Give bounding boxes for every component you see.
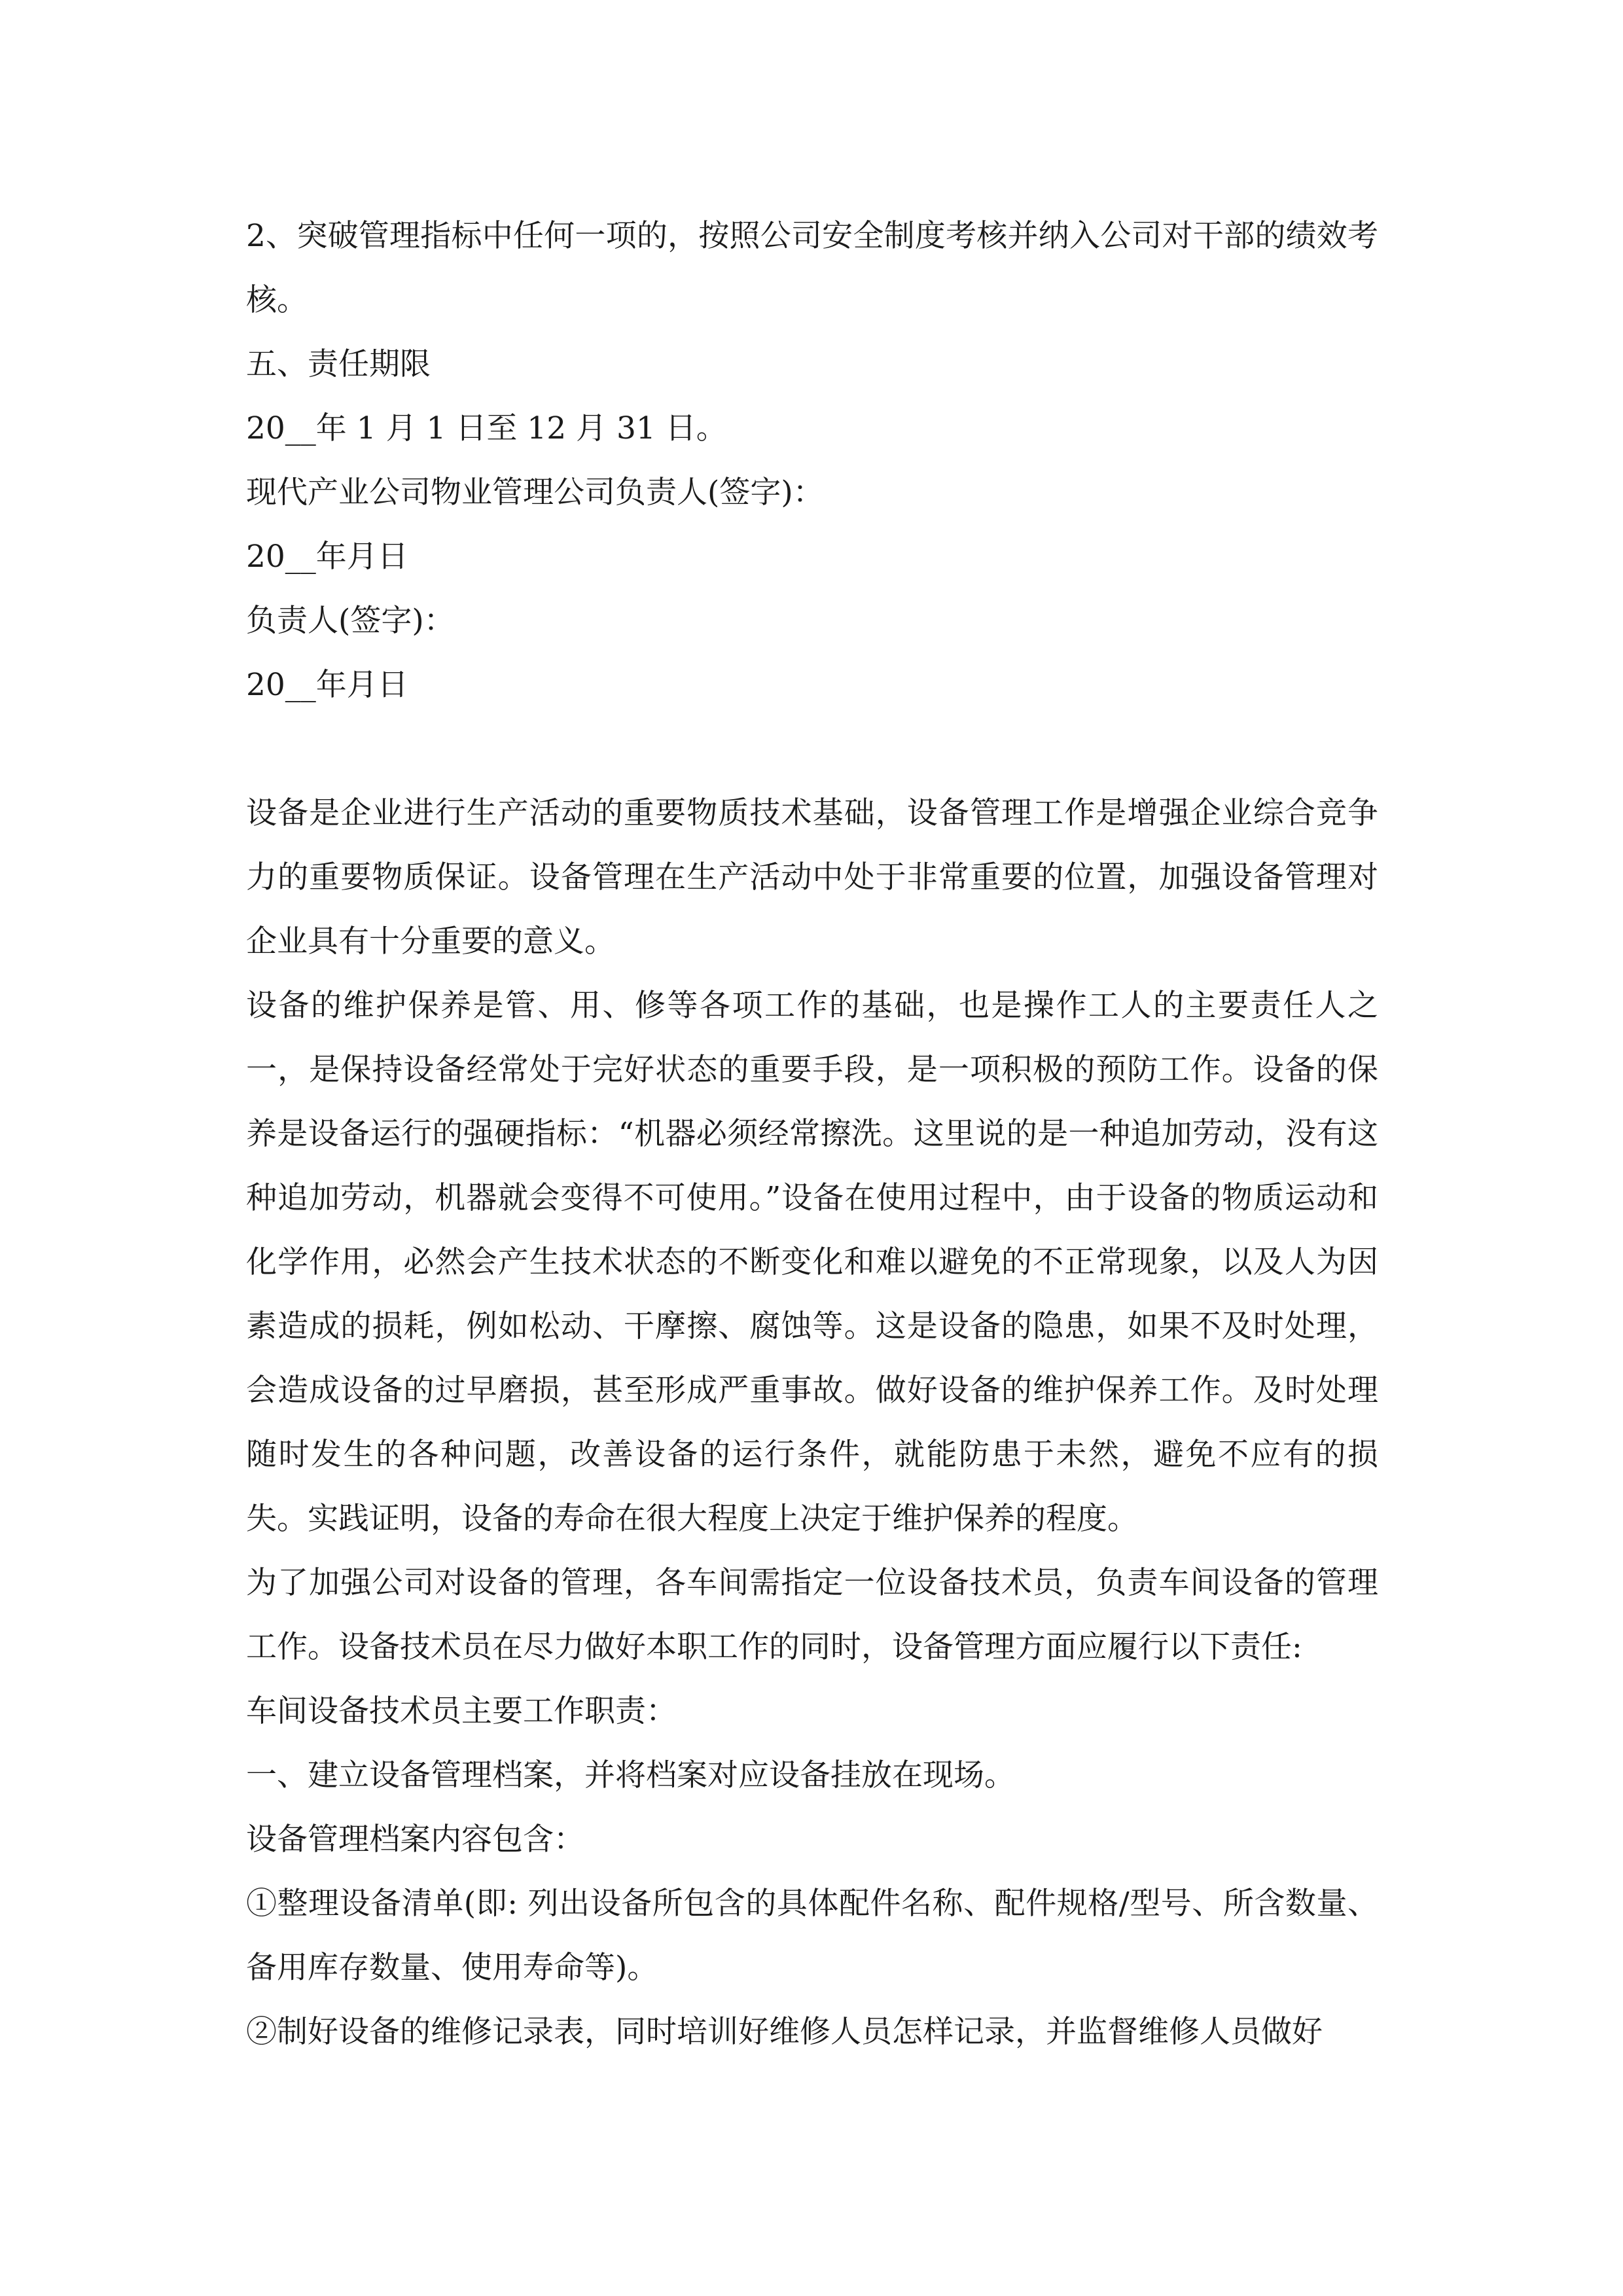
section-gap [246, 717, 1378, 781]
paragraph: 设备管理档案内容包含： [246, 1821, 584, 1857]
paragraph: 为了加强公司对设备的管理，各车间需指定一位设备技术员，负责车间设备的管理工作。设备技术员在尽力做好本职工作的同时，设备管理方面应履行以下责任: [246, 1565, 1378, 1665]
paragraph: 设备是企业进行生产活动的重要物质技术基础，设备管理工作是增强企业综合竞争力的重要物质保证。设备管理在生产活动中处于非常重要的位置，加强设备管理对企业具有十分重要的意义。 [246, 795, 1378, 960]
signature-line: 现代产业公司物业管理公司负责人(签字)： [246, 475, 824, 511]
list-item: ②制好设备的维修记录表，同时培训好维修人员怎样记录，并监督维修人员做好 [246, 2014, 1323, 2050]
paragraph: 设备的维护保养是管、用、修等各项工作的基础，也是操作工人的主要责任人之一，是保持设备经常处于完好状态的重要手段，是一项积极的预防工作。设备的保养是设备运行的强硬指标：“机器必须经常擦洗。这里说的是一种追加劳动，没有这种追加劳动，机器就会变得不可使用。”设备在使用过程中，由于设备的物质运动和化学作用，必然会产生技术状态的不断变化和难以避免的不正常现象，以及人为因素造成的损耗，例如松动、干摩擦、腐蚀等。这是设备的隐患，如果不及时处理，会造成设备的过早磨损，甚至形成严重事故。做好设备的维护保养工作。及时处理随时发生的各种问题，改善设备的运行条件，就能防患于未然，避免不应有的损失。实践证明，设备的寿命在很大程度上决定于维护保养的程度。 [246, 988, 1378, 1537]
paragraph: 车间设备技术员主要工作职责： [246, 1693, 677, 1729]
paragraph: 2、突破管理指标中任何一项的，按照公司安全制度考核并纳入公司对干部的绩效考核。 [246, 218, 1378, 318]
date-line: 20__年月日 [246, 667, 408, 703]
document-body [246, 204, 1378, 2064]
list-item: ①整理设备清单(即: 列出设备所包含的具体配件名称、配件规格/型号、所含数量、备用库存数量、使用寿命等)。 [246, 1886, 1378, 1986]
paragraph: 一、建立设备管理档案，并将档案对应设备挂放在现场。 [246, 1757, 1015, 1793]
signature-line: 负责人(签字)： [246, 603, 455, 639]
section-heading: 五、责任期限 [246, 346, 431, 382]
date-line: 20__年月日 [246, 539, 408, 575]
paragraph: 20__年 1 月 1 日至 12 月 31 日。 [246, 410, 727, 446]
